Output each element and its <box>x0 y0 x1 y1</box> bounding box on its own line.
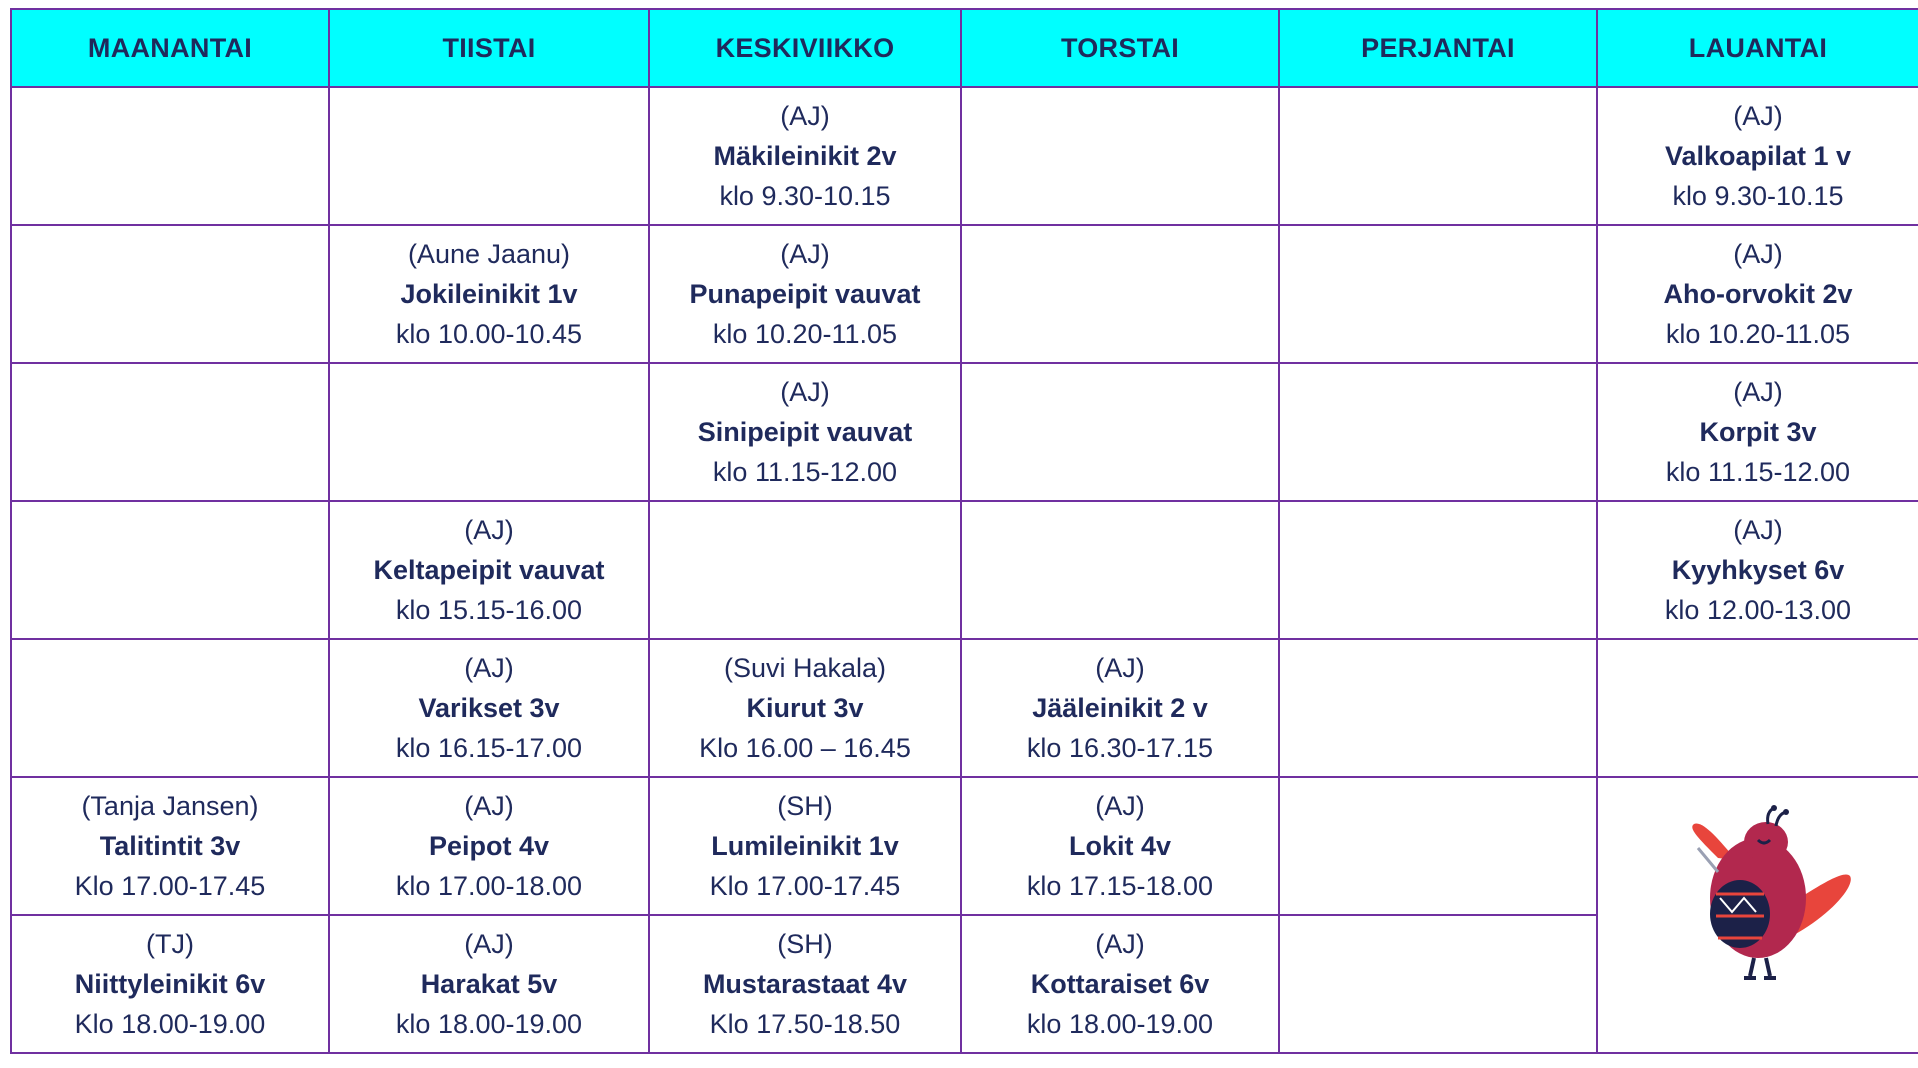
class-entry <box>330 916 648 1044</box>
teacher-name: (AJ) <box>1095 653 1145 683</box>
schedule-grid <box>10 8 1918 1068</box>
class-entry <box>1598 502 1918 630</box>
empty-cell <box>329 87 649 225</box>
class-entry <box>330 640 648 768</box>
group-name: Keltapeipit vauvat <box>373 555 605 585</box>
teacher-name: (Tanja Jansen) <box>81 791 259 821</box>
class-entry <box>1598 364 1918 492</box>
teacher-name: (TJ) <box>146 929 194 959</box>
group-name: Jokileinikit 1v <box>400 279 578 309</box>
group-name: Jääleinikit 2 v <box>1032 693 1208 723</box>
class-cell <box>649 915 961 1053</box>
bird-drummer-icon <box>1658 798 1858 988</box>
class-entry <box>12 778 328 906</box>
class-entry <box>330 226 648 354</box>
class-time: klo 10.00-10.45 <box>395 319 583 349</box>
class-cell <box>649 87 961 225</box>
empty-cell <box>1597 639 1918 777</box>
empty-cell <box>1279 501 1597 639</box>
class-entry <box>1598 88 1918 216</box>
empty-cell <box>329 363 649 501</box>
schedule-row <box>11 639 1918 777</box>
teacher-name: (AJ) <box>780 239 830 269</box>
teacher-name: (AJ) <box>1733 377 1783 407</box>
class-entry <box>962 640 1278 768</box>
class-entry <box>1598 226 1918 354</box>
class-entry <box>650 778 960 906</box>
class-time: klo 15.15-16.00 <box>395 595 583 625</box>
class-entry <box>650 916 960 1044</box>
class-entry <box>330 778 648 906</box>
group-name: Peipot 4v <box>428 831 550 861</box>
class-time: Klo 17.00-17.45 <box>709 871 901 901</box>
teacher-name: (AJ) <box>1733 239 1783 269</box>
empty-cell <box>1279 777 1597 915</box>
empty-cell <box>1279 915 1597 1053</box>
empty-cell <box>11 225 329 363</box>
class-cell <box>329 225 649 363</box>
class-cell <box>11 915 329 1053</box>
class-time: klo 16.15-17.00 <box>395 733 583 763</box>
group-name: Varikset 3v <box>418 693 560 723</box>
class-time: klo 11.15-12.00 <box>1665 457 1851 487</box>
class-entry <box>12 916 328 1044</box>
class-time: klo 18.00-19.00 <box>1026 1009 1214 1039</box>
class-cell <box>329 915 649 1053</box>
teacher-name: (AJ) <box>1095 791 1145 821</box>
class-time: klo 16.30-17.15 <box>1026 733 1214 763</box>
class-time: klo 17.00-18.00 <box>395 871 583 901</box>
empty-cell <box>961 87 1279 225</box>
group-name: Mäkileinikit 2v <box>713 141 897 171</box>
teacher-name: (AJ) <box>1733 515 1783 545</box>
group-name: Niittyleinikit 6v <box>74 969 266 999</box>
class-entry <box>650 364 960 492</box>
schedule-table <box>10 8 1918 1054</box>
group-name: Talitintit 3v <box>99 831 241 861</box>
group-name: Kyyhkyset 6v <box>1671 555 1845 585</box>
class-cell <box>329 639 649 777</box>
empty-cell <box>1279 639 1597 777</box>
class-time: Klo 17.50-18.50 <box>709 1009 901 1039</box>
class-cell <box>649 777 961 915</box>
empty-cell <box>11 87 329 225</box>
class-time: klo 18.00-19.00 <box>395 1009 583 1039</box>
class-cell <box>1597 87 1918 225</box>
teacher-name: (SH) <box>777 929 833 959</box>
teacher-name: (AJ) <box>464 929 514 959</box>
group-name: Valkoapilat 1 v <box>1664 141 1852 171</box>
class-time: klo 9.30-10.15 <box>1672 181 1844 211</box>
empty-cell <box>961 501 1279 639</box>
empty-cell <box>1279 87 1597 225</box>
class-time: Klo 17.00-17.45 <box>74 871 266 901</box>
mascot-cell <box>1597 777 1918 1053</box>
class-entry <box>650 88 960 216</box>
teacher-name: (Suvi Hakala) <box>723 653 887 683</box>
day-header: KESKIVIIKKO <box>649 9 961 87</box>
class-time: klo 10.20-11.05 <box>712 319 898 349</box>
class-entry <box>962 916 1278 1044</box>
day-header: PERJANTAI <box>1279 9 1597 87</box>
class-entry <box>330 502 648 630</box>
class-time: klo 12.00-13.00 <box>1664 595 1852 625</box>
class-time: Klo 16.00 – 16.45 <box>699 733 911 763</box>
teacher-name: (AJ) <box>780 101 830 131</box>
class-time: klo 11.15-12.00 <box>712 457 898 487</box>
empty-cell <box>11 639 329 777</box>
schedule-row <box>11 363 1918 501</box>
class-cell <box>1597 501 1918 639</box>
class-time: klo 17.15-18.00 <box>1026 871 1214 901</box>
teacher-name: (AJ) <box>464 653 514 683</box>
day-header: TIISTAI <box>329 9 649 87</box>
class-cell <box>649 363 961 501</box>
group-name: Korpit 3v <box>1699 417 1817 447</box>
class-cell <box>961 915 1279 1053</box>
empty-cell <box>1279 363 1597 501</box>
empty-cell <box>649 501 961 639</box>
class-time: Klo 18.00-19.00 <box>74 1009 266 1039</box>
class-cell <box>649 639 961 777</box>
teacher-name: (AJ) <box>1733 101 1783 131</box>
class-cell <box>329 777 649 915</box>
group-name: Lokit 4v <box>1068 831 1172 861</box>
empty-cell <box>11 501 329 639</box>
class-entry <box>962 778 1278 906</box>
empty-cell <box>11 363 329 501</box>
day-header: MAANANTAI <box>11 9 329 87</box>
teacher-name: (AJ) <box>780 377 830 407</box>
group-name: Mustarastaat 4v <box>702 969 908 999</box>
schedule-row <box>11 87 1918 225</box>
class-cell <box>11 777 329 915</box>
group-name: Aho-orvokit 2v <box>1663 279 1853 309</box>
class-cell <box>649 225 961 363</box>
teacher-name: (AJ) <box>464 515 514 545</box>
day-header: LAUANTAI <box>1597 9 1918 87</box>
class-entry <box>650 226 960 354</box>
empty-cell <box>1279 225 1597 363</box>
class-cell <box>961 639 1279 777</box>
group-name: Harakat 5v <box>420 969 558 999</box>
teacher-name: (AJ) <box>1095 929 1145 959</box>
teacher-name: (Aune Jaanu) <box>407 239 571 269</box>
group-name: Lumileinikit 1v <box>711 831 899 861</box>
group-name: Kiurut 3v <box>746 693 864 723</box>
schedule-row <box>11 501 1918 639</box>
class-cell <box>329 501 649 639</box>
class-cell <box>961 777 1279 915</box>
class-cell <box>1597 363 1918 501</box>
class-cell <box>1597 225 1918 363</box>
class-entry <box>650 640 960 768</box>
schedule-row <box>11 777 1918 915</box>
group-name: Sinipeipit vauvat <box>697 417 913 447</box>
empty-cell <box>961 363 1279 501</box>
teacher-name: (AJ) <box>464 791 514 821</box>
empty-cell <box>961 225 1279 363</box>
header-row <box>11 9 1918 87</box>
teacher-name: (SH) <box>777 791 833 821</box>
schedule-row <box>11 225 1918 363</box>
class-time: klo 10.20-11.05 <box>1665 319 1851 349</box>
group-name: Punapeipit vauvat <box>689 279 921 309</box>
group-name: Kottaraiset 6v <box>1030 969 1210 999</box>
class-time: klo 9.30-10.15 <box>719 181 891 211</box>
day-header: TORSTAI <box>961 9 1279 87</box>
